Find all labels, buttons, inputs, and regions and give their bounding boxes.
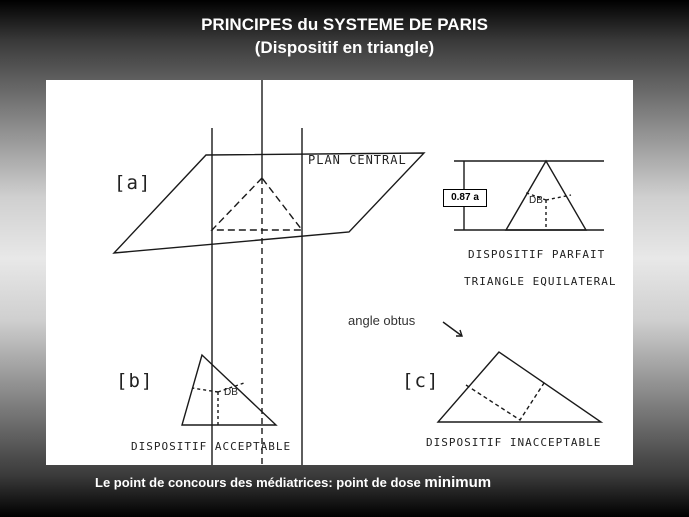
db-label-parfait: DB	[529, 195, 543, 206]
geometry-drawing	[46, 80, 633, 465]
db-label-acceptable: DB	[224, 387, 238, 398]
slide-subtitle: (Dispositif en triangle)	[254, 38, 435, 57]
label-b: [b]	[116, 370, 154, 392]
central-plane	[114, 153, 424, 253]
unacceptable-triangle	[438, 352, 601, 422]
triangle-equilateral-label: TRIANGLE EQUILATERAL	[464, 275, 617, 288]
angle-obtus-label: angle obtus	[348, 313, 416, 328]
unacceptable-perp	[466, 380, 546, 420]
plan-central-label: PLAN CENTRAL	[308, 153, 407, 167]
footer-caption	[95, 474, 491, 491]
slide-title: PRINCIPES du SYSTEME DE PARIS	[201, 15, 488, 34]
acceptable-perp	[192, 388, 218, 392]
dispositif-inacceptable-label: DISPOSITIF INACCEPTABLE	[426, 436, 602, 449]
label-a: [a]	[114, 172, 152, 194]
dispositif-acceptable-label: DISPOSITIF ACCEPTABLE	[131, 440, 292, 453]
obtus-arrow	[443, 322, 462, 336]
label-c: [c]	[402, 370, 440, 392]
dimension-box: 0.87 a	[443, 189, 487, 207]
diagram-panel	[46, 80, 633, 465]
plane-triangle	[212, 178, 302, 230]
footer-emphasis: minimum	[424, 474, 492, 491]
footer-text: Le point de concours des médiatrices: point de dose	[95, 475, 421, 490]
dispositif-parfait-label: DISPOSITIF PARFAIT	[468, 248, 606, 261]
